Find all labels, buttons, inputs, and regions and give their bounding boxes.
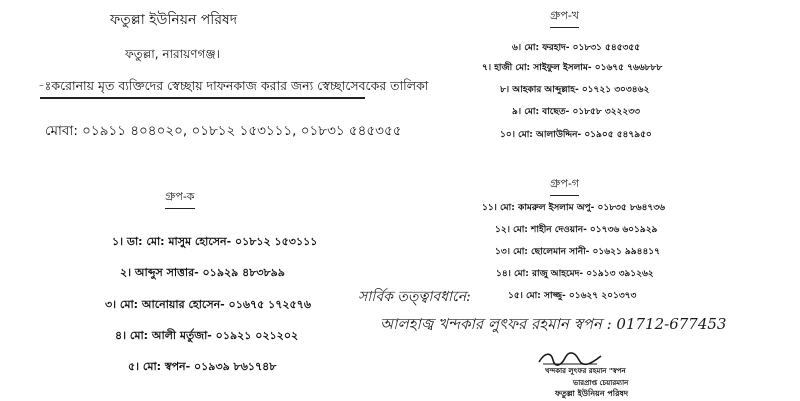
member-14: ১৪। মো: রাজু আহমেদ- ০১৯১৩ ৩৯১২৬২ xyxy=(496,269,654,279)
member-11: ১১। মো: কামরুল ইসলাম অপু- ০১৮৩৫ ৮৬৪৭৩৬ xyxy=(482,203,665,213)
member-5: ৫। মো: স্বপন- ০১৯৩৯ ৮৬১৭৪৮ xyxy=(128,360,277,373)
member-12: ১২। মো: শাহীন দেওয়ান- ০১৭৩৬ ৬০১৯২৯ xyxy=(495,225,658,235)
member-4: ৪। মো: আলী মর্তুজা- ০১৯২১ ০২১২০২ xyxy=(115,329,299,342)
stamp-role: ভারপ্রাপ্ত চেয়ারম্যান xyxy=(573,379,629,387)
member-8: ৮। আহকার আব্দুল্লাহ- ০১৭২১ ৩০৩৪৬২ xyxy=(500,85,650,95)
handwritten-supervisor-name: আলহাজ্ব খন্দকার লুৎফর রহমান স্বপন : 01712-677453 xyxy=(380,315,727,333)
list-title: -ঃকরোনায় মৃত ব্যক্তিদের স্বেচ্ছায় দাফনকাজ করার জন্য স্বেচ্ছাসেবকের তালিকা xyxy=(38,78,429,93)
organization-name: ফতুল্লা ইউনিয়ন পরিষদ xyxy=(110,12,238,28)
member-6: ৬। মো: ফরহাদ- ০১৮৩১ ৫৪৫৩৫৫ xyxy=(512,43,641,53)
title-underline xyxy=(40,97,365,99)
stamp-name: খন্দকার লুৎফর রহমান "স্বপন xyxy=(545,367,626,375)
group-ka-title: গ্রুপ-ক xyxy=(165,188,195,209)
member-1: ১। ডা: মো: মাসুম হোসেন- ০১৮১২ ১৫৩১১১ xyxy=(112,235,318,248)
stamp-organization: ফতুল্লা ইউনিয়ন পরিষদ xyxy=(555,389,629,398)
handwritten-supervision-label: সার্বিক তত্ত্বাবধানে: xyxy=(358,289,471,305)
group-ga-title: গ্রুপ-গ xyxy=(550,175,579,196)
member-10: ১০। মো: আলাউদ্দিন- ০১৯০৫ ৫৪৭৯৫০ xyxy=(500,130,652,140)
member-15: ১৫। মো: সাজ্জু- ০১৬২৭ ২০১৩৭৩ xyxy=(508,291,637,301)
organization-address: ফতুল্লা, নারায়ণগঞ্জ। xyxy=(125,47,220,61)
member-13: ১৩। মো: ছোলেমান সানী- ০১৬২১ ৯৯৪৪১৭ xyxy=(495,247,660,257)
member-9: ৯। মো: বাছেত- ০১৮৫৮ ৩২২২৩৩ xyxy=(512,107,640,117)
contact-mobile-numbers: মোবা: ০১৯১১ ৪০৪০২০, ০১৮১২ ১৫৩১১১, ০১৮৩১ ৫৪৫৩৫৫ xyxy=(45,123,402,139)
member-2: ২। আব্দুস সাত্তার- ০১৯২৯ ৪৮৩৮৯৯ xyxy=(120,266,285,279)
member-7: ৭। হাজী মো: সাইফুল ইসলাম- ০১৬৭৫ ৭৬৬৮৮৮ xyxy=(482,63,663,73)
group-kha-title: গ্রুপ-খ xyxy=(550,7,579,28)
member-3: ৩। মো: আনোয়ার হোসেন- ০১৬৭৫ ১৭২৫৭৬ xyxy=(105,298,311,311)
